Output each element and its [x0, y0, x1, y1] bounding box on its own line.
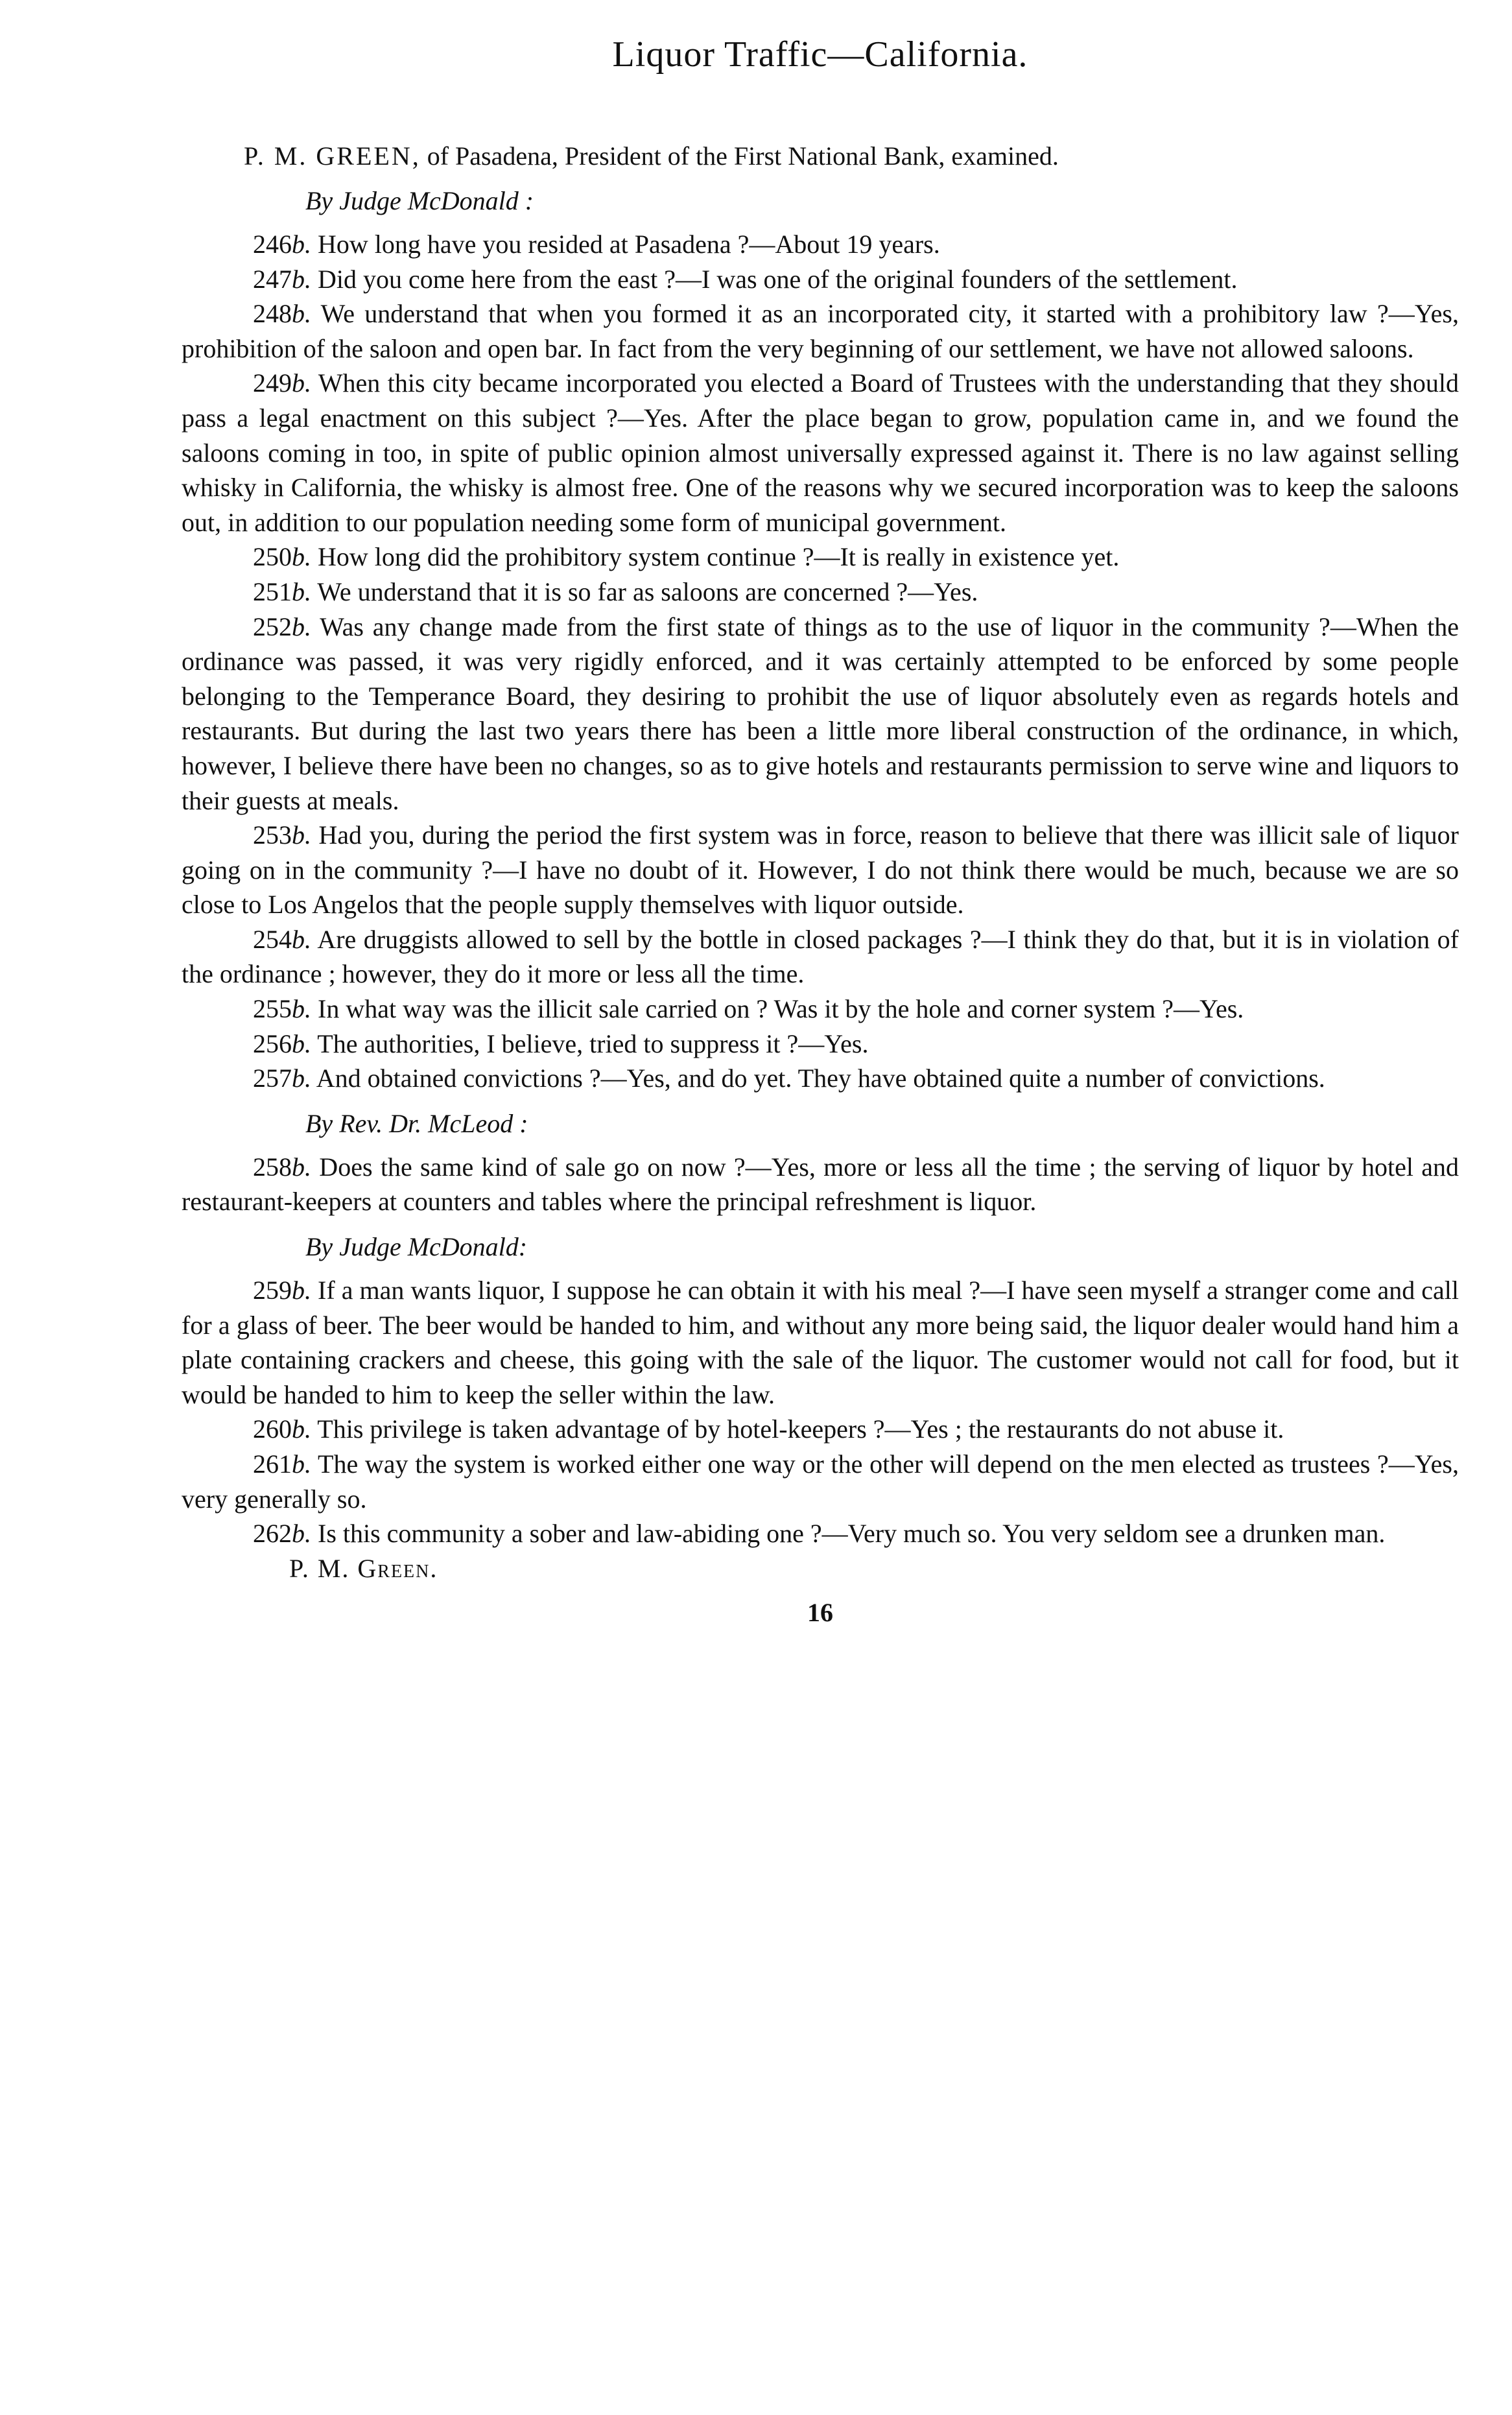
question-answer-text: Did you come here from the east ?—I was one of the original founders of the settlement. — [311, 264, 1238, 294]
question-answer-paragraph — [182, 1150, 1459, 1219]
question-answer-text: Does the same kind of sale go on now ?—Yes, more or less all the time ; the serving of liquor by hotel and restaurant-keepers at counters and tables where the principal refreshment is liquor. — [182, 1152, 1459, 1217]
witness-name: P. M. GREEN, — [244, 141, 421, 171]
witness-description: of Pasadena, President of the First National Bank, examined. — [420, 141, 1059, 171]
question-answer-paragraph — [182, 262, 1459, 297]
question-answer-paragraph — [182, 922, 1459, 992]
question-answer-paragraph — [182, 610, 1459, 818]
question-answer-paragraph — [182, 296, 1459, 366]
question-number: 262b. — [253, 1519, 311, 1549]
examiner-heading: By Judge McDonald : — [305, 186, 534, 215]
signature-surname: Green. — [357, 1553, 438, 1583]
question-answer-text: When this city became incorporated you elected a Board of Trustees with the understanding that they should pass a legal enactment on this subject ?—Yes. After the place began to grow, population came in, and we found the saloons coming in too, in spite of public opinion almost universally expressed against it. There is no law against selling whisky in California, the whisky is almost free. One of the reasons why we secured incorporation was to keep the saloons out, in addition to our population needing some form of municipal government. — [182, 368, 1459, 537]
question-answer-text: The way the system is worked either one way or the other will depend on the men elected as trustees ?—Yes, very generally so. — [182, 1449, 1459, 1514]
question-number: 255b. — [253, 994, 311, 1024]
question-number: 257b. — [253, 1064, 311, 1093]
question-number: 260b. — [253, 1414, 311, 1444]
question-answer-text: This privilege is taken advantage of by hotel-keepers ?—Yes ; the restaurants do not abuse it. — [311, 1414, 1284, 1444]
question-number: 248b. — [253, 299, 311, 329]
question-number: 251b. — [253, 577, 311, 606]
question-answer-paragraph — [182, 1273, 1459, 1412]
examiner-heading: By Judge McDonald: — [305, 1232, 528, 1262]
question-answer-text: In what way was the illicit sale carried on ? Was it by the hole and corner system ?—Yes. — [311, 994, 1244, 1024]
question-number: 256b. — [253, 1029, 311, 1058]
question-number: 258b. — [253, 1152, 311, 1182]
question-answer-paragraph — [182, 992, 1459, 1027]
witness-introduction — [182, 139, 1459, 173]
question-answer-text: How long have you resided at Pasadena ?—About 19 years. — [311, 230, 940, 259]
question-number: 254b. — [253, 924, 311, 954]
page-title: Liquor Traffic—California. — [612, 34, 1028, 75]
question-number: 247b. — [253, 264, 311, 294]
question-answer-text: And obtained convictions ?—Yes, and do yet. They have obtained quite a number of convictions. — [311, 1064, 1325, 1093]
question-answer-paragraph — [182, 818, 1459, 922]
question-answer-text: Had you, during the period the first system was in force, reason to believe that there was illicit sale of liquor going on in the community ?—I have no doubt of it. However, I do not think there would be much, because we are so close to Los Angelos that the people supply themselves with liquor outside. — [182, 820, 1459, 920]
question-answer-text: Are druggists allowed to sell by the bottle in closed packages ?—I think they do that, but it is in violation of the ordinance ; however, they do it more or less all the time. — [182, 924, 1459, 989]
question-answer-text: We understand that when you formed it as an incorporated city, it started with a prohibitory law ?—Yes, prohibition of the saloon and open bar. In fact from the very beginning of our settlement, we have not allowed saloons. — [182, 299, 1459, 363]
question-answer-paragraph — [182, 366, 1459, 540]
question-number: 253b. — [253, 820, 311, 850]
question-answer-paragraph — [182, 1447, 1459, 1516]
question-answer-text: How long did the prohibitory system continue ?—It is really in existence yet. — [311, 542, 1120, 572]
signature-initials: P. M. — [289, 1553, 358, 1583]
question-answer-paragraph — [182, 1516, 1459, 1551]
examiner-heading: By Rev. Dr. McLeod : — [305, 1108, 528, 1138]
page-number: 16 — [807, 1597, 833, 1627]
question-number: 250b. — [253, 542, 311, 572]
question-answer-paragraph — [182, 1027, 1459, 1062]
question-answer-paragraph — [182, 540, 1459, 575]
question-number: 249b. — [253, 368, 311, 398]
question-answer-text: If a man wants liquor, I suppose he can obtain it with his meal ?—I have seen myself a stranger come and call for a glass of beer. The beer would be handed to him, and without any more being said, the liquor dealer would hand him a plate containing crackers and cheese, this going with the sale of the liquor. The customer would not call for food, but it would be handed to him to keep the seller within the law. — [182, 1276, 1459, 1409]
question-answer-text: Is this community a sober and law-abiding one ?—Very much so. You very seldom see a drunken man. — [311, 1519, 1386, 1549]
question-number: 252b. — [253, 612, 311, 641]
question-answer-paragraph — [182, 1061, 1459, 1096]
question-answer-paragraph — [182, 1412, 1459, 1447]
question-number: 246b. — [253, 230, 311, 259]
question-answer-text: We understand that it is so far as saloons are concerned ?—Yes. — [311, 577, 978, 606]
question-number: 261b. — [253, 1449, 311, 1479]
document-page — [182, 34, 1459, 1628]
question-answer-text: The authorities, I believe, tried to suppress it ?—Yes. — [311, 1029, 869, 1058]
question-answer-text: Was any change made from the first state of things as to the use of liquor in the community ?—When the ordinance was passed, it was very rigidly enforced, and it was certainly attempted to be enforced by some people belonging to the Temperance Board, they desiring to prohibit the use of liquor absolutely even as regards hotels and restaurants. But during the last two years there has been a little more liberal construction of the ordinance, in which, however, I believe there have been no changes, so as to give hotels and restaurants permission to serve wine and liquors to their guests at meals. — [182, 612, 1459, 815]
question-answer-paragraph — [182, 227, 1459, 262]
signature — [289, 1551, 1459, 1586]
question-number: 259b. — [253, 1276, 311, 1305]
testimony-sections — [182, 184, 1459, 1551]
question-answer-paragraph — [182, 575, 1459, 610]
